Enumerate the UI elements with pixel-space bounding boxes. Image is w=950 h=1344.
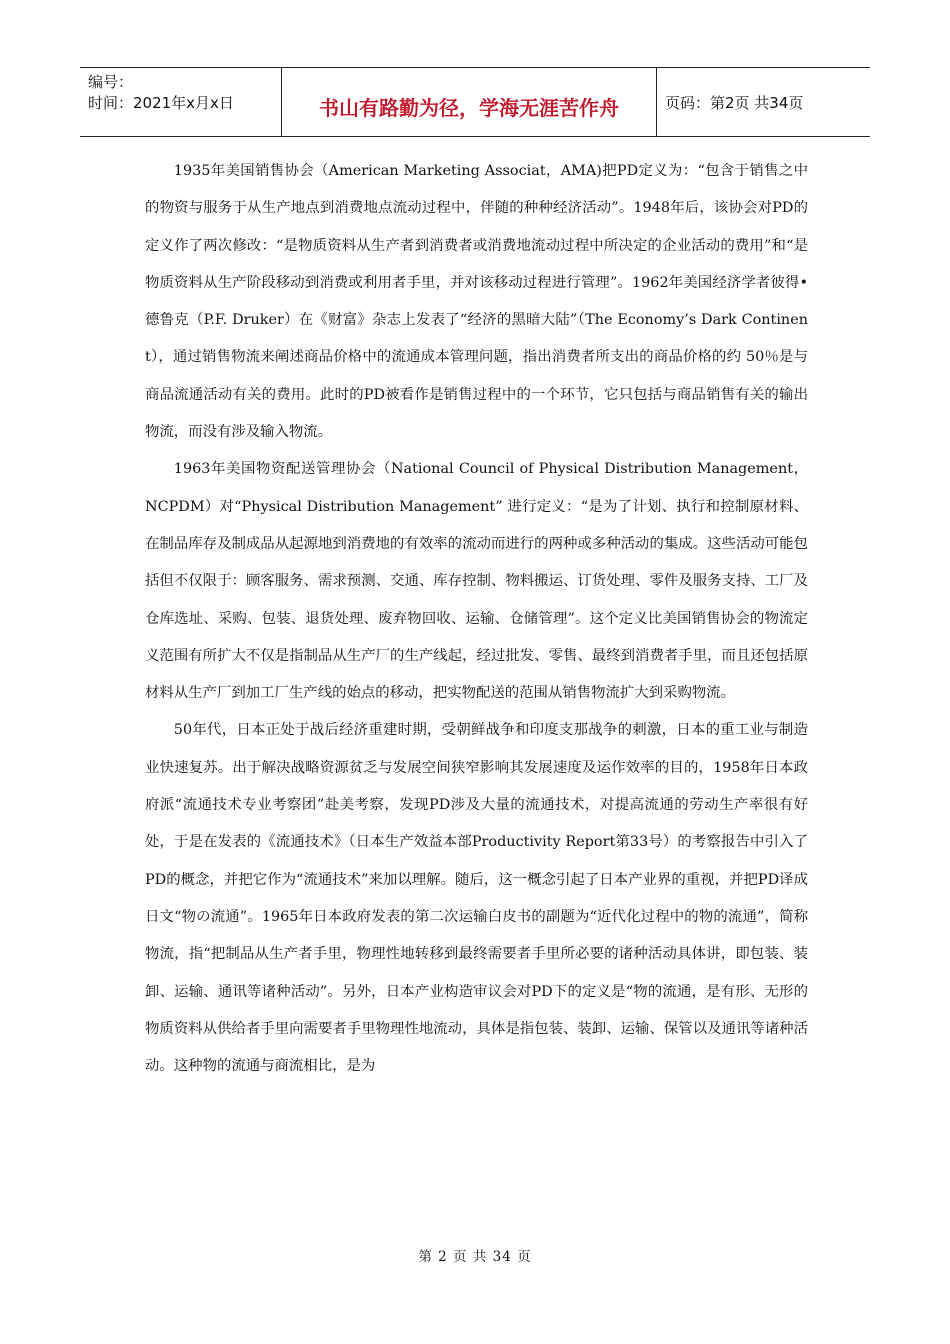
header-left-cell (80, 68, 282, 136)
header-table (80, 67, 870, 137)
time-label: 时间：2021年x月x日 (88, 94, 234, 112)
paragraph-1: 1935年美国销售协会（American Marketing Associat，AMA)把PD定义为：“包含于销售之中的物资与服务于从生产地点到消费地点流动过程中，伴随的种种经济活动”。1948年后，该协会对PD的定义作了两次修改：“是物质资料从生产者到消费者或消费地流动过程中所决定的企业活动的费用”和“是物质资料从生产阶段移动到消费或利用者手里，并对该移动过程进行管理”。1962年美国经济学者彼得•德鲁克（P.F. Druker）在《财富》杂志上发表了“经济的黑暗大陆”（The Economy’s Dark Continent），通过销售物流来阐述商品价格中的流通成本管理问题，指出消费者所支出的商品价格的约 50％是与商品流通活动有关的费用。此时的PD被看作是销售过程中的一个环节，它只包括与商品销售有关的输出物流，而没有涉及输入物流。 (145, 163, 808, 441)
motto: 书山有路勤为径，学海无涯苦作舟 (282, 68, 657, 136)
document-body (145, 153, 808, 1085)
paragraph-2: 1963年美国物资配送管理协会（National Council of Physical Distribution Management，NCPDM）对“Physical Distribution Management” 进行定义：“是为了计划、执行和控制原材料、在制品库存及制成品从起源地到消费地的有效率的流动而进行的两种或多种活动的集成。这些活动可能包括但不仅限于：顾客服务、需求预测、交通、库存控制、物料搬运、订货处理、零件及服务支持、工厂及仓库选址、采购、包装、退货处理、废弃物回收、运输、仓储管理”。这个定义比美国销售协会的物流定义范围有所扩大不仅是指制品从生产厂的生产线起，经过批发、零售、最终到消费者手里，而且还包括原材料从生产厂到加工厂生产线的始点的移动，把实物配送的范围从销售物流扩大到采购物流。 (145, 461, 808, 702)
page-info: 页码：第2页 共34页 (665, 93, 804, 112)
page-footer: 第 2 页 共 34 页 (418, 1249, 532, 1265)
number-label: 编号： (88, 73, 134, 91)
paragraph-3: 50年代，日本正处于战后经济重建时期，受朝鲜战争和印度支那战争的刺激，日本的重工业与制造业快速复苏。出于解决战略资源贫乏与发展空间狭窄影响其发展速度及运作效率的目的，1958年日本政府派“流通技术专业考察团”赴美考察，发现PD涉及大量的流通技术，对提高流通的劳动生产率很有好处，于是在发表的《流通技术》（日本生产效益本部Productivity Report第33号）的考察报告中引入了 PD的概念，并把它作为“流通技术”来加以理解。随后，这一概念引起了日本产业界的重视，并把PD译成日文“物の流通”。1965年日本政府发表的第二次运输白皮书的副题为“近代化过程中的物的流通”，简称物流，指“把制品从生产者手里，物理性地转移到最终需要者手里所必要的诸种活动具体讲，即包装、装卸、运输、通讯等诸种活动”。另外，日本产业构造审议会对PD下的定义是“物的流通，是有形、无形的物质资料从供给者手里向需要者手里物理性地流动，具体是指包装、装卸、运输、保管以及通讯等诸种活动。这种物的流通与商流相比，是为 (145, 722, 808, 1075)
